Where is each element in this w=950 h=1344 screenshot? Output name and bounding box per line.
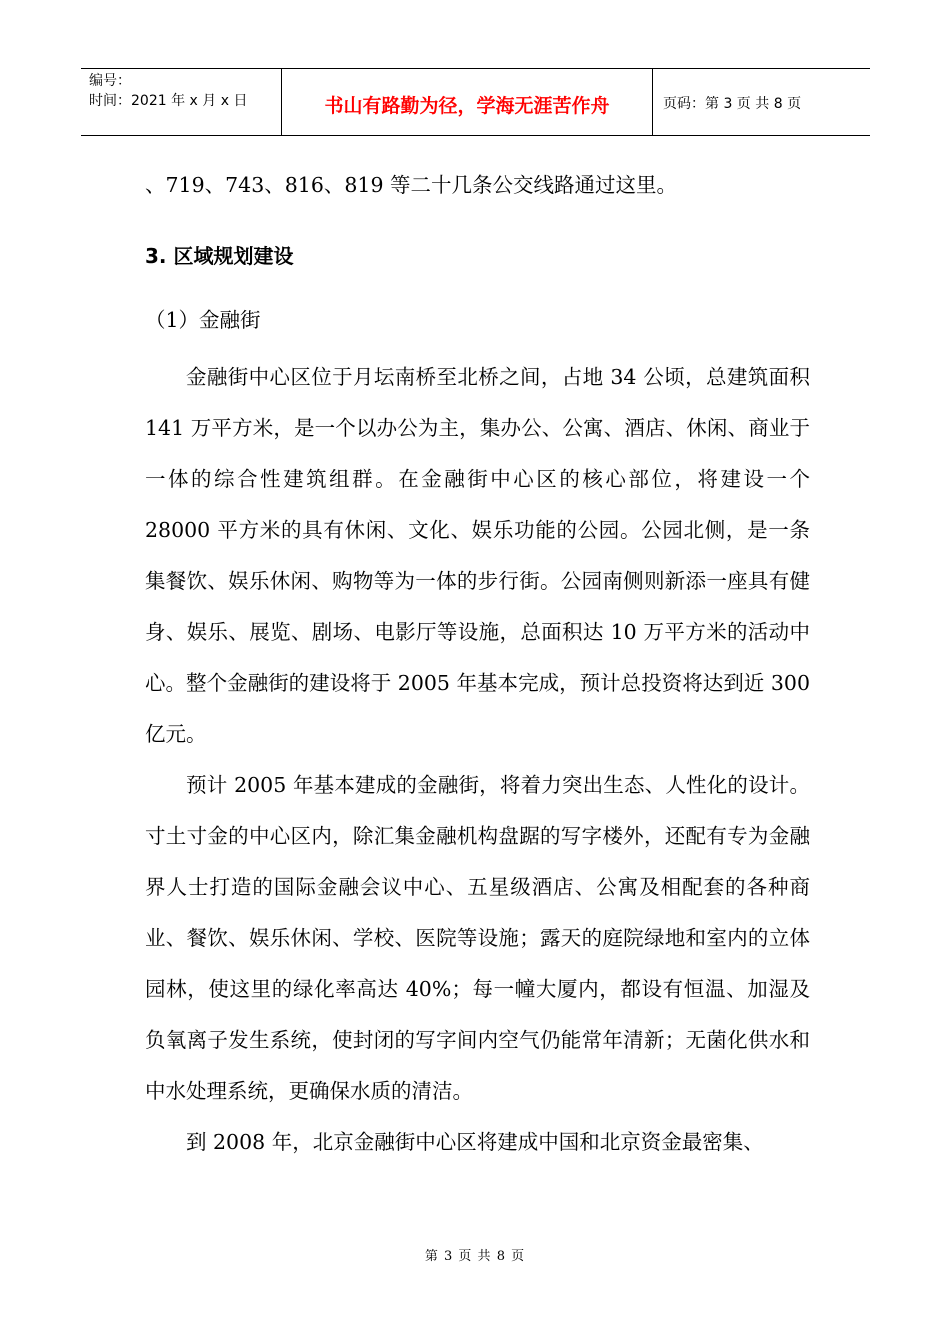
document-header	[81, 68, 870, 136]
document-body	[145, 160, 810, 1168]
header-page-cell	[653, 69, 870, 135]
header-motto: 书山有路勤为径，学海无涯苦作舟	[324, 94, 610, 117]
subsection-heading: （1）金融街	[145, 308, 261, 332]
paragraph: 金融街中心区位于月坛南桥至北桥之间，占地 34 公顷，总建筑面积 141 万平方米，是一个以办公为主，集办公、公寓、酒店、休闲、商业于一体的综合性建筑组群。在金融街中心区的核心部位，将建设一个 28000 平方米的具有休闲、文化、娱乐功能的公园。公园北侧，是一条集餐饮、娱乐休闲、购物等为一体的步行街。公园南侧则新添一座具有健身、娱乐、展览、剧场、电影厅等设施，总面积达 10 万平方米的活动中心。整个金融街的建设将于 2005 年基本完成，预计总投资将达到近 300 亿元。	[145, 365, 810, 746]
header-motto-cell	[281, 69, 653, 135]
header-time-label: 时间：2021 年 x 月 x 日	[89, 93, 248, 109]
continuation-text: 、719、743、816、819 等二十几条公交线路通过这里。	[145, 173, 678, 197]
header-page-info: 页码：第 3 页 共 8 页	[663, 96, 802, 112]
header-meta	[81, 69, 281, 135]
section-heading: 3. 区域规划建设	[145, 244, 294, 268]
header-code-label: 编号：	[89, 73, 131, 89]
page-footer: 第 3 页 共 8 页	[424, 1249, 526, 1264]
paragraph: 到 2008 年，北京金融街中心区将建成中国和北京资金最密集、	[186, 1130, 764, 1154]
paragraph: 预计 2005 年基本建成的金融街，将着力突出生态、人性化的设计。寸土寸金的中心区内，除汇集金融机构盘踞的写字楼外，还配有专为金融界人士打造的国际金融会议中心、五星级酒店、公寓及相配套的各种商业、餐饮、娱乐休闲、学校、医院等设施；露天的庭院绿地和室内的立体园林，使这里的绿化率高达 40%；每一幢大厦内，都设有恒温、加湿及负氧离子发生系统，使封闭的写字间内空气仍能常年清新；无菌化供水和中水处理系统，更确保水质的清洁。	[145, 773, 810, 1103]
